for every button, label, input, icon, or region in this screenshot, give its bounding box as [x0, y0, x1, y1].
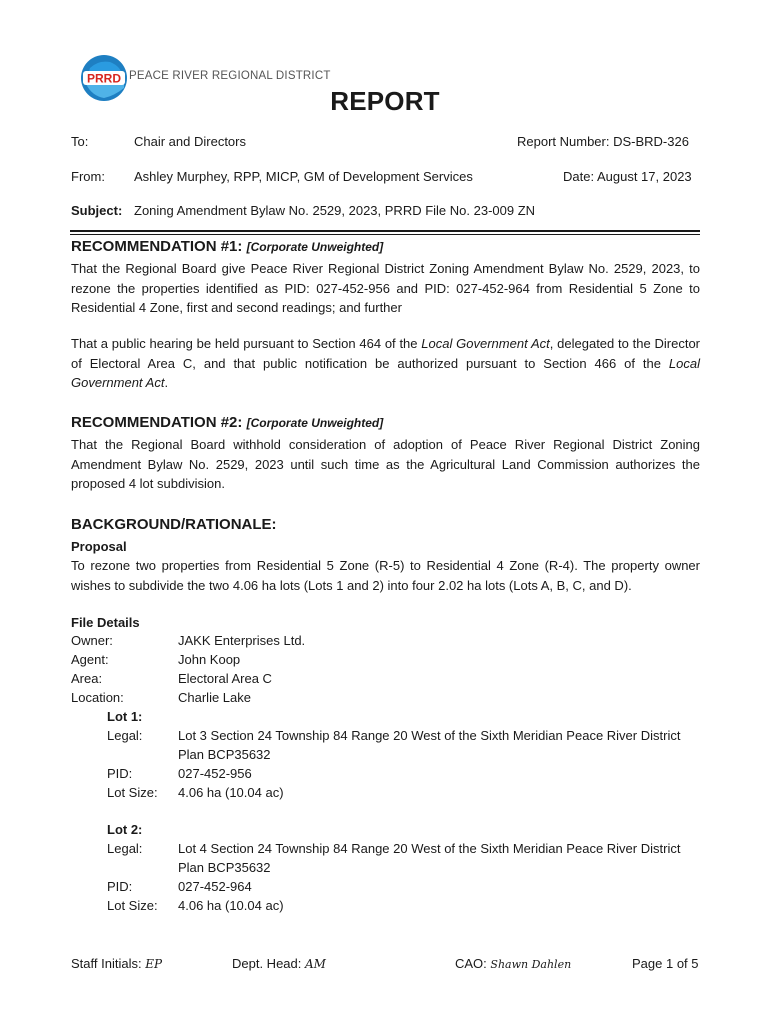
- lot1-pid-value: 027-452-956: [178, 766, 252, 781]
- lot2-legal-line1: Lot 4 Section 24 Township 84 Range 20 West of the Sixth Meridian Peace River District: [178, 841, 681, 856]
- footer-cao: [455, 954, 571, 974]
- lot2-pid-label: PID:: [107, 879, 133, 894]
- owner-label: Owner:: [71, 633, 113, 648]
- lot1-heading: Lot 1:: [107, 709, 143, 724]
- location-value: Charlie Lake: [178, 690, 251, 705]
- rec1-p2-act: Local Government Act: [421, 336, 550, 351]
- footer-staff: [71, 954, 162, 974]
- lot2-size-label: Lot Size:: [107, 898, 158, 913]
- cao-label: CAO:: [455, 956, 487, 971]
- org-name: PEACE RIVER REGIONAL DISTRICT: [129, 70, 331, 82]
- staff-initials-signature: EP: [145, 957, 163, 971]
- lot1-legal-line1: Lot 3 Section 24 Township 84 Range 20 West of the Sixth Meridian Peace River District: [178, 728, 681, 743]
- lot2-pid-value: 027-452-964: [178, 879, 252, 894]
- rec1-paragraph-2: [71, 334, 700, 393]
- proposal-heading: Proposal: [71, 539, 127, 554]
- owner-value: JAKK Enterprises Ltd.: [178, 633, 306, 648]
- lot1-size-value: 4.06 ha (10.04 ac): [178, 785, 284, 800]
- report-number: Report Number: DS-BRD-326: [517, 134, 689, 149]
- rec1-paragraph-1: That the Regional Board give Peace River Regional District Zoning Amendment Bylaw No. 2529, 2023, to rezone the properties identified as PID: 027-452-956 and PID: 027-452-964 from Residential 5 Zone to Residential 4 Zone, first and second readings; and further: [71, 261, 700, 315]
- header-rule-thin: [70, 234, 700, 235]
- rec2-tag: [Corporate Unweighted]: [246, 416, 384, 430]
- rec1-heading-text: RECOMMENDATION #1:: [71, 238, 243, 255]
- lot2-heading: Lot 2:: [107, 822, 143, 837]
- cao-signature: Shawn Dahlen: [490, 958, 572, 971]
- lot2-legal-line2: Plan BCP35632: [178, 860, 271, 875]
- location-label: Location:: [71, 690, 124, 705]
- report-title: REPORT: [330, 86, 440, 116]
- subject-value: Zoning Amendment Bylaw No. 2529, 2023, PRRD File No. 23-009 ZN: [134, 203, 536, 218]
- lot2-legal-label: Legal:: [107, 841, 143, 856]
- rec1-p2-a: That a public hearing be held pursuant to Section 464 of the: [71, 336, 422, 351]
- from-label: From:: [71, 169, 105, 184]
- logo-text: PRRD: [86, 71, 122, 86]
- agent-label: Agent:: [71, 652, 109, 667]
- staff-initials-label: Staff Initials:: [71, 956, 142, 971]
- rec1-p2-c: .: [164, 375, 169, 390]
- header-rule: [70, 230, 700, 232]
- report-date: Date: August 17, 2023: [563, 169, 692, 184]
- rec1-p2-b: , delegated to the Director of Electoral Area C, and that public notification be authorized pursuant to Section 466 of the: [71, 336, 701, 371]
- file-details-heading: File Details: [71, 615, 140, 630]
- lot1-pid-label: PID:: [107, 766, 133, 781]
- agent-value: John Koop: [178, 652, 241, 667]
- to-label: To:: [71, 134, 89, 149]
- page-number: Page 1 of 5: [632, 956, 699, 971]
- dept-head-label: Dept. Head:: [232, 956, 302, 971]
- lot2-size-value: 4.06 ha (10.04 ac): [178, 898, 284, 913]
- dept-head-signature: AM: [305, 957, 326, 971]
- area-value: Electoral Area C: [178, 671, 272, 686]
- rec1-tag: [Corporate Unweighted]: [246, 240, 384, 254]
- area-label: Area:: [71, 671, 103, 686]
- rec2-heading: [71, 414, 383, 431]
- proposal-text: To rezone two properties from Residential 5 Zone (R-5) to Residential 4 Zone (R-4). The property owner wishes to subdivide the two 4.06 ha lots (Lots 1 and 2) into four 2.02 ha lots (Lots A, B, C, and D).: [71, 558, 700, 593]
- subject-label: Subject:: [71, 203, 123, 218]
- rec2-paragraph: That the Regional Board withhold consideration of adoption of Peace River Regional District Zoning Amendment Bylaw No. 2529, 2023 until such time as the Agricultural Land Commission authorizes the proposed 4 lot subdivision.: [71, 437, 700, 491]
- lot1-size-label: Lot Size:: [107, 785, 158, 800]
- rec2-heading-text: RECOMMENDATION #2:: [71, 414, 243, 431]
- from-value: Ashley Murphey, RPP, MICP, GM of Development Services: [134, 169, 473, 184]
- rec1-p2-act2: Local Government Act: [71, 355, 700, 390]
- to-value: Chair and Directors: [134, 134, 246, 149]
- rec1-heading: [71, 238, 383, 255]
- background-heading: BACKGROUND/RATIONALE:: [71, 516, 277, 533]
- footer-dept-head: [232, 954, 326, 974]
- lot1-legal-label: Legal:: [107, 728, 143, 743]
- lot1-legal-line2: Plan BCP35632: [178, 747, 271, 762]
